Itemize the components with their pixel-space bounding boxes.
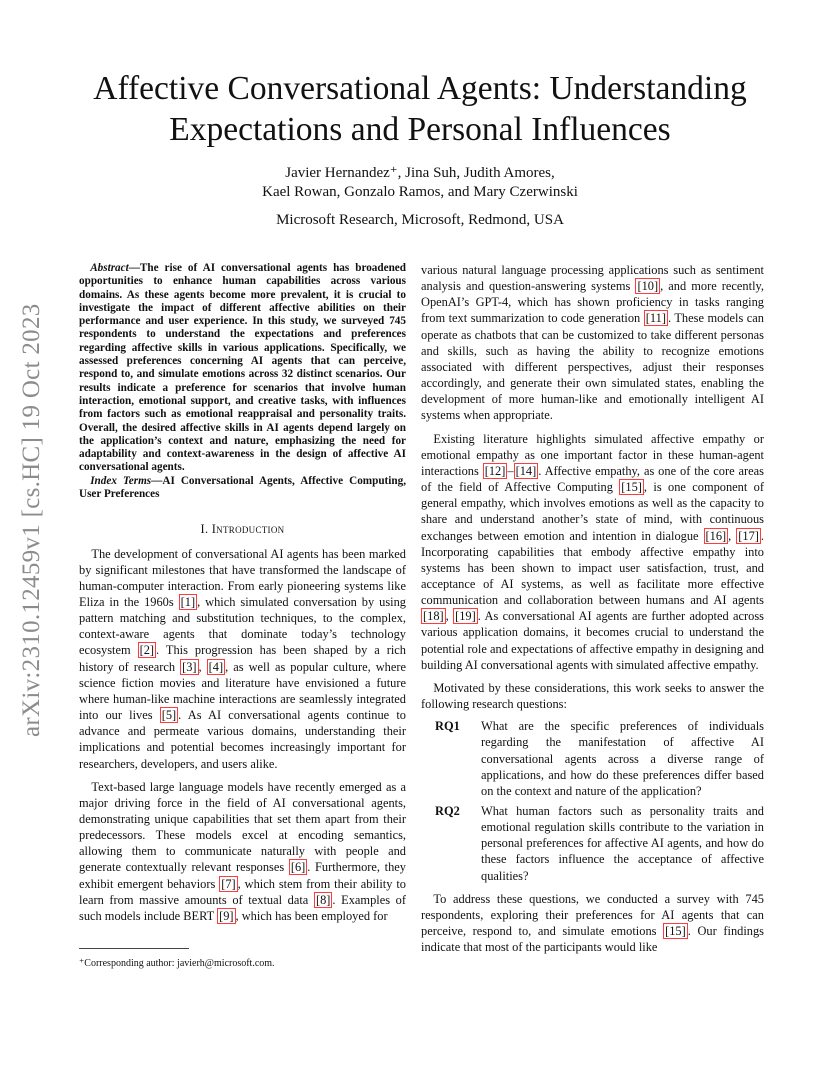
text-run: various natural language processing applications such as sentiment analysis and question-answering systems (421, 263, 764, 294)
citation-link[interactable]: [15] (621, 480, 642, 495)
rq2-text: What human factors such as personality traits and emotional regulation skills contribute to the variation in personal preferences for affective AI agents, and how do these factors influence the acceptance of affective qualities? (481, 804, 764, 883)
index-terms-lead: Index Terms (90, 474, 152, 487)
citation-link[interactable]: [15] (665, 924, 686, 939)
research-question-1 (421, 718, 764, 799)
text-run: , (728, 528, 737, 543)
arxiv-identifier: arXiv:2310.12459v1 [cs.HC] 19 Oct 2023 (18, 303, 45, 737)
right-column (421, 262, 764, 955)
citation-link[interactable]: [11] (645, 311, 666, 326)
index-terms-text: —AI Conversational Agents, Affective Computing, User Preferences (79, 474, 406, 501)
text-run: , (445, 609, 454, 624)
footnote: ⁺Corresponding author: javierh@microsoft.com. (79, 958, 275, 969)
text-run: To address these questions, we conducted a survey with 745 respondents, exploring their preferences for AI agents that can perceive, respond to, and simulate emotions (421, 891, 764, 939)
citation-link[interactable]: [16] (705, 528, 727, 543)
abstract-text: —The rise of AI conversational agents has broadened opportunities to enhance human capabilities across various domains. As these agents become more prevalent, it is crucial to investigate the impact of different affective abilities on their performance and user experience. In this study, we surveyed 745 respondents to understand the expectations and preferences regarding affective skills in various applications. Specifically, we assessed preferences concerning AI agents that can perceive, respond to, and simulate emotions across 32 distinct scenarios. Our results indicate a preference for scenarios that involve human interaction, emotional support, and creative tasks, with influences from factors such as emotional reappraisal and personality traits. Overall, the desired affective skills in AI agents depend largely on the application’s context and nature, emphasizing the need for adaptability and context-awareness in the design of affective AI conversational agents. (79, 262, 406, 474)
text-run: . Incorporating capabilities that embody affective empathy into systems has been shown to impact user satisfaction, trust, and acceptance of AI systems, as well as facilitate more effective communication and collaboration between humans and AI agents (421, 528, 765, 608)
text-run: Existing literature highlights simulated affective empathy or emotional empathy as one important factor in these human-agent interactions (421, 431, 764, 478)
citation-link[interactable]: [1] (180, 594, 196, 609)
citation-link[interactable]: [8] (315, 892, 331, 907)
rq2-label: RQ2 (435, 804, 460, 818)
author-list (140, 164, 700, 202)
rq1-text: What are the specific preferences of individuals regarding the manifestation of affective AI conversational agents across a diverse range of applications, and how do these preferences differ based on the context and nature of the application? (481, 719, 764, 798)
text-run: – (507, 463, 514, 478)
affiliation: Microsoft Research, Microsoft, Redmond, USA (276, 212, 564, 228)
abstract (79, 262, 406, 475)
left-column (79, 262, 406, 924)
text-run: . Examples of such models include BERT (79, 892, 406, 923)
text-run: , as well as popular culture, where science fiction movies and literature have envisioned a future where human-like machine interactions are seamlessly integrated into our lives (79, 659, 406, 723)
citation-link[interactable]: [19] (455, 609, 476, 624)
title-line-2: Expectations and Personal Influences (169, 111, 671, 148)
text-run: , which has been employed for (235, 908, 388, 923)
text-run: , (198, 659, 207, 674)
section-heading-introduction: I. Introduction (200, 522, 285, 537)
citation-link[interactable]: [7] (221, 876, 236, 891)
intro-paragraph-1 (79, 546, 406, 772)
rq1-label: RQ1 (435, 719, 460, 734)
text-run: . Furthermore, they exhibit emergent behaviors (79, 860, 406, 891)
citation-link[interactable]: [6] (290, 860, 306, 875)
citation-link[interactable]: [2] (139, 643, 155, 658)
right-paragraph-2 (421, 431, 764, 673)
text-run: . As conversational AI agents are further adopted across various application domains, it becomes crucial to understand the potential role and expectations of affective empathy in designing and building AI conversational agents with simulated affective empathy. (421, 609, 764, 672)
citation-link[interactable]: [14] (515, 463, 537, 478)
footnote-divider (79, 948, 189, 949)
abstract-lead: Abstract (90, 262, 129, 274)
paper-title (70, 68, 770, 150)
text-run: , is one component of general empathy, which involves emotions as well as the capacity to share and understand another’s state of mind, with continuous exchanges between emotion and intention in dialogue (421, 480, 764, 543)
right-paragraph-4 (421, 891, 764, 956)
right-paragraph-3: Motivated by these considerations, this work seeks to answer the following research questions: (421, 680, 764, 712)
citation-link[interactable]: [17] (738, 528, 759, 543)
citation-link[interactable]: [12] (484, 463, 506, 478)
text-run: . Our findings indicate that most of the participants would like (421, 924, 764, 955)
right-paragraph-1 (421, 262, 764, 424)
authors-line-1: Javier Hernandez⁺, Jina Suh, Judith Amores, (285, 165, 555, 181)
text-run: , which simulated conversation by using pattern matching and substitution techniques, to the complex, context-aware agents that dominate today’s technology ecosystem (79, 594, 406, 658)
citation-link[interactable]: [9] (219, 908, 234, 923)
text-run: . As AI conversational agents continue to advance and permeate various domains, understanding their implications and potential becomes increasingly important for researchers, developers, and users alike. (79, 708, 406, 771)
text-run: The development of conversational AI agents has been marked by significant milestones that have transformed the landscape of human-computer interaction. From early pioneering systems like Eliza in the 1960s (79, 546, 406, 609)
citation-link[interactable]: [5] (161, 708, 177, 723)
citation-link[interactable]: [4] (208, 659, 224, 674)
index-terms (79, 475, 406, 502)
research-question-2 (421, 803, 764, 884)
text-run: . These models can operate as chatbots that can be customized to take different personas and skills, such as having the ability to recognize emotions associated with different perspectives, adjust their responses accordingly, and generate their own simulated states, enabling the development of more human-like and emotionally intelligent AI systems when appropriate. (421, 311, 764, 423)
text-run: . Affective empathy, as one of the core areas of the field of Affective Computing (421, 463, 764, 495)
text-run: Text-based large language models have recently emerged as a major driving force in the field of AI conversational agents, demonstrating unique capabilities that set them apart from their predecessors. These models excel at encoding semantics, allowing them to communicate naturally with people and generate contextually relevant responses (79, 779, 406, 875)
text-run: . This progression has been shaped by a rich history of research (79, 643, 406, 674)
text-run: , and more recently, OpenAI’s GPT-4, which has shown proficiency in tasks ranging from text summarization to code generation (421, 279, 764, 326)
title-line-1: Affective Conversational Agents: Understanding (93, 70, 747, 107)
citation-link[interactable]: [10] (637, 279, 659, 294)
intro-paragraph-2 (79, 779, 406, 924)
citation-link[interactable]: [18] (423, 609, 444, 624)
text-run: , which stem from their ability to learn from massive amounts of textual data (79, 876, 406, 907)
authors-line-2: Kael Rowan, Gonzalo Ramos, and Mary Czerwinski (262, 184, 578, 200)
citation-link[interactable]: [3] (182, 659, 197, 674)
